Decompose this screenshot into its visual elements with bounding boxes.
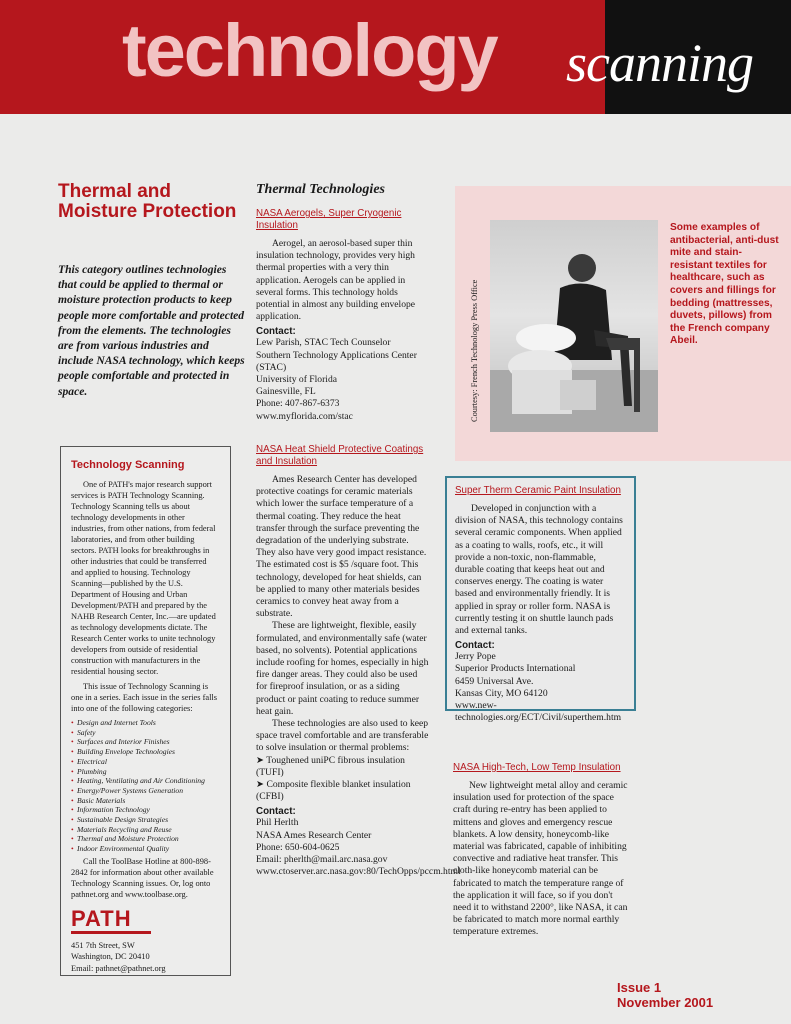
contact-line: Lew Parish, STAC Tech Counselor xyxy=(256,337,391,349)
path-address-line: 451 7th Street, SW xyxy=(71,940,135,950)
article-body: New lightweight metal alloy and ceramic insulation used for protection of the space craft during re-entry has been applied to mittens and gloves and emergency rescue blankets. A low density, honeycomb-like material was fabricated, capable of inhibiting convective and radiative heat transfer. This cloth-like honeycomb material can be fabricated to match the temperature range of the application it will face, so if you don't need it to withstand 2200°, like NASA, it can be fabricated to match more normal earthly temperature extremes. xyxy=(453,780,628,938)
contact-line: Superior Products International xyxy=(455,663,576,675)
article-body: Developed in conjunction with a division of NASA, this technology contains several ceramic components. When applied as a coating to walls, roofs, etc., it will provide a non-toxic, non-flammable, durable coating that keeps heat out and conserves energy. The coating is water based and environmentally friendly. It is applied in spray or roller form. NASA is currently testing it on shuttle launch pads and external tanks. xyxy=(455,503,623,637)
contact-label: Contact: xyxy=(256,806,296,818)
category-item: • Sustainable Design Strategies xyxy=(71,815,220,825)
article-high-tech-insulation xyxy=(453,762,629,939)
article-super-therm xyxy=(445,476,636,724)
contact-line: Kansas City, MO 64120 xyxy=(455,687,548,699)
category-item: • Surfaces and Interior Finishes xyxy=(71,737,220,747)
category-item: • Thermal and Moisture Protection xyxy=(71,834,220,844)
issue-number: Issue 1 xyxy=(617,980,662,995)
textile-photo xyxy=(490,220,658,432)
contact-link[interactable]: www.ctoserver.arc.nasa.gov:80/TechOpps/pccm.html xyxy=(256,866,461,878)
category-item: • Energy/Power Systems Generation xyxy=(71,786,220,796)
contact-label: Contact: xyxy=(455,640,495,652)
category-item: • Indoor Environmental Quality xyxy=(71,844,220,854)
article-title: NASA Aerogels, Super Cryogenic Insulation xyxy=(256,208,402,231)
contact-line: Phil Herlth xyxy=(256,817,299,829)
contact-line: NASA Ames Research Center xyxy=(256,829,372,841)
article-body: These technologies are also used to keep space travel comfortable and are transferable to solve insulation or thermal problems: xyxy=(256,718,429,754)
path-logo: PATH xyxy=(71,905,132,931)
contact-email[interactable]: Email: pherlth@mail.arc.nasa.gov xyxy=(256,854,388,866)
article-body: Ames Research Center has developed protective coatings for ceramic materials which lower the surface temperature of a thermal coating. They reduce the heat transfer through the surface preventing the degradation of the underlying substrate. They also have very good impact resistance. The estimated cost is $5 /square foot. This technology, developed for heat shields, can be applied to many other materials besides ceramics to convey heat away from a substrate. xyxy=(256,474,427,620)
photo-illustration xyxy=(490,220,658,432)
article-heat-shield xyxy=(256,444,461,879)
issue-info xyxy=(617,980,777,1010)
sidebar-title: Technology Scanning xyxy=(71,459,185,471)
article-aerogels xyxy=(256,208,430,423)
technology-scanning-sidebar xyxy=(60,446,231,976)
arrow-bullet-icon: ➤ xyxy=(256,754,267,766)
logo-scanning: scanning xyxy=(566,33,753,93)
issue-date: November 2001 xyxy=(617,995,714,1010)
bullet-text: Composite flexible blanket insulation (CFBI) xyxy=(256,779,411,803)
contact-line: Jerry Pope xyxy=(455,651,496,663)
category-item: • Materials Recycling and Reuse xyxy=(71,825,220,835)
contact-line: Gainesville, FL xyxy=(256,386,316,398)
article-title: NASA High-Tech, Low Temp Insulation xyxy=(453,762,621,773)
article-title: Super Therm Ceramic Paint Insulation xyxy=(455,485,621,496)
category-item: • Plumbing xyxy=(71,767,220,777)
category-item: • Information Technology xyxy=(71,805,220,815)
article-body: These are lightweight, flexible, easily formulated, and environmentally safe (water based, no solvents). Potential applications include roofing for homes, especially in high fire danger areas. They could also be used for fireproof insulation, or as a siding product or paint coating to reduce summer heat gain. xyxy=(256,620,429,717)
contact-link[interactable]: www.new-technologies.org/ECT/Civil/superthem.htm xyxy=(455,700,622,724)
contact-label: Contact: xyxy=(256,326,296,338)
path-address-line: Washington, DC 20410 xyxy=(71,952,150,962)
contact-line: University of Florida xyxy=(256,374,338,386)
contact-line: 6459 Universal Ave. xyxy=(455,675,534,687)
contact-link[interactable]: www.myflorida.com/stac xyxy=(256,410,353,422)
path-email: Email: pathnet@pathnet.org xyxy=(71,963,166,973)
bullet-text: Toughened uniPC fibrous insulation (TUFI) xyxy=(256,754,405,778)
photo-credit: Courtesy: French Technology Press Office xyxy=(470,279,479,422)
article-body: Aerogel, an aerosol-based super thin insulation technology, provides very high thermal properties with a very thin application. Aerogels can be applied in several forms. This technology holds potential in almost any building envelope application. xyxy=(256,238,416,323)
section-title: Thermal and Moisture Protection xyxy=(58,181,237,222)
logo-technology: technology xyxy=(122,9,497,92)
photo-caption: Some examples of antibacterial, anti-dust mite and stain-resistant textiles for healthcare, such as covers and fillings for bedding (mattresses, duvets, pillows) from the French company Abeil. xyxy=(670,222,779,347)
article-title: NASA Heat Shield Protective Coatings and Insulation xyxy=(256,444,424,467)
category-item: • Heating, Ventilating and Air Conditioning xyxy=(71,776,220,786)
path-logo-rule xyxy=(71,931,151,934)
bullet-item xyxy=(256,779,430,803)
sidebar-para-1: One of PATH's major research support services is PATH Technology Scanning. Technology Scanning tells us about technology developments in other industries, from other nations, from federal laboratories, and from other building sectors. PATH looks for breakthroughs in other industries that could be transferred and applied to housing. Technology Scanning—published by the U.S. Department of Housing and Urban Development/PATH and prepared by the NAHB Research Center, Inc.—are updated as technology developments dictate. The Research Center works to unite technology developers from outside of residential construction with manufacturers in the residential housing sector. xyxy=(71,480,216,676)
contact-line: Phone: 650-604-0625 xyxy=(256,841,340,853)
contact-line: Phone: 407-867-6373 xyxy=(256,398,340,410)
sidebar-para-3: Call the ToolBase Hotline at 800-898-2842 for information about other available Technology Scanning issues. Or, log onto pathnet.org and www.toolbase.org. xyxy=(71,856,214,899)
arrow-bullet-icon: ➤ xyxy=(256,779,267,791)
sidebar-para-2: This issue of Technology Scanning is one in a series. Each issue in the series falls into one of the following categories: xyxy=(71,682,218,713)
column-heading: Thermal Technologies xyxy=(256,182,385,197)
category-item: • Electrical xyxy=(71,757,220,767)
contact-line: Southern Technology Applications Center (STAC) xyxy=(256,349,417,373)
category-item: • Basic Materials xyxy=(71,796,220,806)
category-item: • Design and Internet Tools xyxy=(71,718,220,728)
category-list xyxy=(71,718,220,854)
section-intro: This category outlines technologies that could be applied to thermal or moisture protection products to keep people more comfortable and protected from the elements. The technologies are from various industries and include NASA technology, which keeps people comfortable and protected in space. xyxy=(58,263,245,398)
bullet-item xyxy=(256,755,430,779)
category-item: • Safety xyxy=(71,728,220,738)
category-item: • Building Envelope Technologies xyxy=(71,747,220,757)
